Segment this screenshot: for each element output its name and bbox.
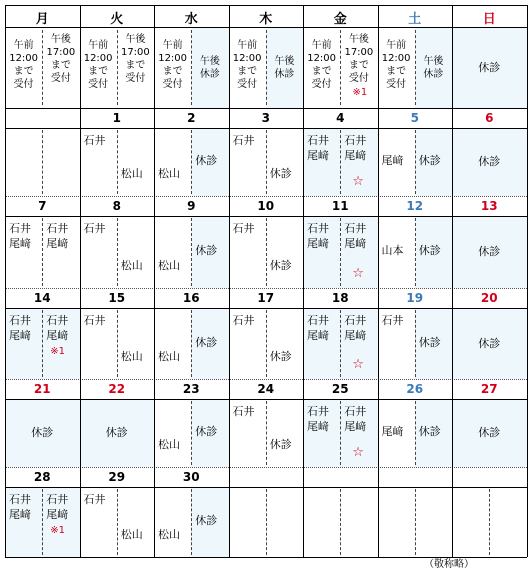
weekday-header: 日 — [482, 12, 496, 27]
grid-line-dotted — [5, 467, 527, 468]
weekday-header: 水 — [184, 12, 198, 27]
hours-am-text: 午前 12:00 まで 受付 — [232, 40, 262, 90]
am-doctor: 石井 — [83, 314, 106, 327]
date-number: 9 — [187, 199, 196, 213]
note-mark: ※1 — [50, 346, 65, 357]
hours-am-text: 午前 12:00 まで 受付 — [83, 40, 113, 90]
grid-line — [5, 128, 527, 129]
pm-status: 休診 — [195, 244, 218, 257]
half-divider — [266, 401, 267, 465]
am-doctor: 松山 — [158, 528, 180, 541]
pm-status: 休診 — [195, 154, 218, 167]
am-doctor: 石井 尾﨑 — [307, 134, 329, 162]
grid-line-dotted — [5, 288, 527, 289]
half-divider — [42, 30, 43, 105]
pm-status: 休診 — [418, 335, 441, 349]
pm-doctor: 石井 尾﨑 — [344, 405, 367, 433]
pm-status: 休診 — [418, 244, 441, 257]
am-doctor: 松山 — [158, 438, 180, 451]
half-divider — [415, 30, 416, 105]
pm-doctor: 松山 — [120, 350, 143, 363]
grid-line — [452, 5, 453, 557]
hours-am-text: 午前 12:00 まで 受付 — [307, 40, 337, 90]
hours-am-text: 午前 12:00 まで 受付 — [158, 40, 188, 90]
closed-label: 休診 — [478, 245, 501, 258]
half-divider — [415, 489, 416, 555]
half-divider — [340, 489, 341, 555]
grid-line-dotted — [5, 196, 527, 197]
half-divider — [415, 401, 416, 465]
half-divider — [191, 130, 192, 194]
date-number: 24 — [257, 382, 275, 396]
grid-line — [303, 5, 304, 557]
grid-line — [5, 5, 527, 6]
half-divider — [191, 401, 192, 465]
am-doctor: 石井 — [83, 493, 106, 506]
pm-doctor: 休診 — [269, 167, 292, 180]
date-number: 10 — [257, 199, 275, 213]
am-doctor: 石井 尾﨑 — [9, 222, 31, 250]
hours-pm-text: 午後 17:00 まで 受付 — [46, 34, 76, 84]
date-number: 1 — [112, 111, 121, 125]
pm-status: 休診 — [418, 154, 441, 167]
half-divider — [42, 310, 43, 377]
grid-line — [229, 5, 230, 557]
half-divider — [117, 30, 118, 105]
half-divider — [266, 130, 267, 194]
pm-doctor: 石井 尾﨑 — [46, 493, 69, 521]
date-number: 23 — [182, 382, 200, 396]
date-number: 8 — [112, 199, 121, 213]
pm-doctor: 石井 尾﨑 — [344, 314, 367, 342]
date-number: 18 — [331, 291, 349, 305]
star-mark: ☆ — [352, 174, 364, 189]
grid-line — [5, 308, 527, 309]
grid-line — [5, 108, 527, 109]
date-number: 11 — [331, 199, 349, 213]
am-doctor: 石井 尾﨑 — [9, 314, 31, 342]
half-divider — [415, 130, 416, 194]
half-divider — [340, 130, 341, 194]
half-divider — [266, 30, 267, 105]
am-doctor: 石井 尾﨑 — [9, 493, 31, 521]
half-divider — [191, 30, 192, 105]
date-number: 16 — [182, 291, 200, 305]
am-doctor: 石井 — [83, 222, 106, 235]
date-number: 5 — [410, 111, 419, 125]
half-divider — [340, 310, 341, 377]
am-doctor: 石井 — [232, 134, 255, 147]
date-number: 4 — [336, 111, 345, 125]
pm-status: 休診 — [418, 425, 441, 438]
am-doctor: 尾﨑 — [381, 154, 404, 167]
closed-label: 休診 — [478, 336, 501, 350]
date-number: 27 — [480, 382, 498, 396]
am-doctor: 松山 — [158, 167, 180, 180]
date-number: 25 — [331, 382, 349, 396]
am-doctor: 石井 — [83, 134, 106, 147]
star-mark: ☆ — [352, 357, 364, 372]
pm-doctor: 松山 — [120, 259, 143, 272]
half-divider — [266, 218, 267, 286]
star-mark: ☆ — [352, 266, 364, 281]
pm-doctor: 休診 — [269, 438, 292, 451]
hours-closed-label: 休診 — [478, 60, 501, 74]
am-doctor: 尾﨑 — [381, 425, 404, 438]
date-number: 26 — [406, 382, 424, 396]
grid-line — [527, 5, 528, 557]
pm-doctor: 石井 尾﨑 — [344, 134, 367, 162]
date-number: 20 — [480, 291, 498, 305]
date-number: 3 — [261, 111, 270, 125]
pm-status: 休診 — [195, 335, 218, 349]
date-number: 21 — [33, 382, 51, 396]
am-doctor: 石井 尾﨑 — [307, 314, 329, 342]
hours-pm-text: 午後 休診 — [423, 56, 444, 80]
half-divider — [340, 30, 341, 105]
date-number: 22 — [108, 382, 126, 396]
am-doctor: 石井 — [381, 314, 404, 327]
hours-pm-text: 午後 休診 — [274, 56, 295, 80]
grid-line — [5, 399, 527, 400]
half-divider — [415, 218, 416, 286]
half-divider — [191, 218, 192, 286]
pm-doctor: 松山 — [120, 528, 143, 541]
hours-am-text: 午前 12:00 まで 受付 — [9, 40, 39, 90]
hours-am-text: 午前 12:00 まで 受付 — [381, 40, 411, 90]
date-number: 7 — [38, 199, 47, 213]
am-doctor: 石井 尾﨑 — [307, 405, 329, 433]
half-divider — [266, 310, 267, 377]
half-divider — [340, 401, 341, 465]
date-number: 17 — [257, 291, 275, 305]
weekday-header: 金 — [333, 12, 347, 27]
grid-line — [5, 487, 527, 488]
date-number: 2 — [187, 111, 196, 125]
pm-doctor: 休診 — [269, 350, 292, 363]
half-divider — [117, 489, 118, 555]
date-number: 15 — [108, 291, 126, 305]
half-divider — [42, 489, 43, 555]
grid-line — [5, 27, 527, 28]
half-divider — [42, 218, 43, 286]
weekday-header: 木 — [259, 12, 273, 27]
pm-doctor: 休診 — [269, 259, 292, 272]
date-number: 12 — [406, 199, 424, 213]
weekday-header: 土 — [408, 12, 422, 27]
half-divider — [191, 310, 192, 377]
date-number: 19 — [406, 291, 424, 305]
closed-label: 休診 — [31, 426, 54, 439]
am-doctor: 松山 — [158, 350, 180, 363]
date-number: 14 — [33, 291, 51, 305]
pm-status: 休診 — [195, 425, 218, 438]
am-doctor: 石井 — [232, 405, 255, 418]
half-divider — [266, 489, 267, 555]
closed-label: 休診 — [105, 426, 128, 439]
pm-doctor: 石井 尾﨑 — [46, 222, 69, 250]
half-divider — [340, 218, 341, 286]
pm-doctor: 石井 尾﨑 — [46, 314, 69, 342]
date-number: 30 — [182, 470, 200, 484]
half-divider — [117, 130, 118, 194]
am-doctor: 石井 — [232, 314, 255, 327]
note-mark: ※1 — [50, 525, 65, 536]
half-divider — [117, 310, 118, 377]
am-doctor: 石井 尾﨑 — [307, 222, 329, 250]
date-number: 6 — [485, 111, 494, 125]
half-divider — [117, 218, 118, 286]
grid-line — [5, 216, 527, 217]
note-mark: ※1 — [352, 87, 368, 98]
half-divider — [415, 310, 416, 377]
half-divider — [489, 489, 490, 555]
pm-doctor: 石井 尾﨑 — [344, 222, 367, 250]
am-doctor: 松山 — [158, 259, 180, 272]
am-doctor: 山本 — [381, 244, 404, 257]
footnote-honorifics-omitted: （敬称略） — [424, 559, 474, 570]
pm-status: 休診 — [195, 514, 218, 527]
closed-label: 休診 — [478, 426, 501, 439]
star-mark: ☆ — [352, 445, 364, 460]
weekday-header: 月 — [35, 12, 49, 27]
grid-line — [378, 5, 379, 557]
am-doctor: 石井 — [232, 222, 255, 235]
weekday-header: 火 — [110, 12, 124, 27]
hours-pm-text: 午後 休診 — [199, 56, 220, 80]
date-number: 13 — [480, 199, 498, 213]
grid-line-dotted — [5, 379, 527, 380]
hours-pm-text: 午後 17:00 まで 受付 — [344, 34, 374, 84]
closed-label: 休診 — [478, 155, 501, 168]
date-number: 28 — [33, 470, 51, 484]
date-number: 29 — [108, 470, 126, 484]
pm-doctor: 松山 — [120, 167, 143, 180]
half-divider — [191, 489, 192, 555]
hours-pm-text: 午後 17:00 まで 受付 — [120, 34, 150, 84]
half-divider — [42, 130, 43, 194]
